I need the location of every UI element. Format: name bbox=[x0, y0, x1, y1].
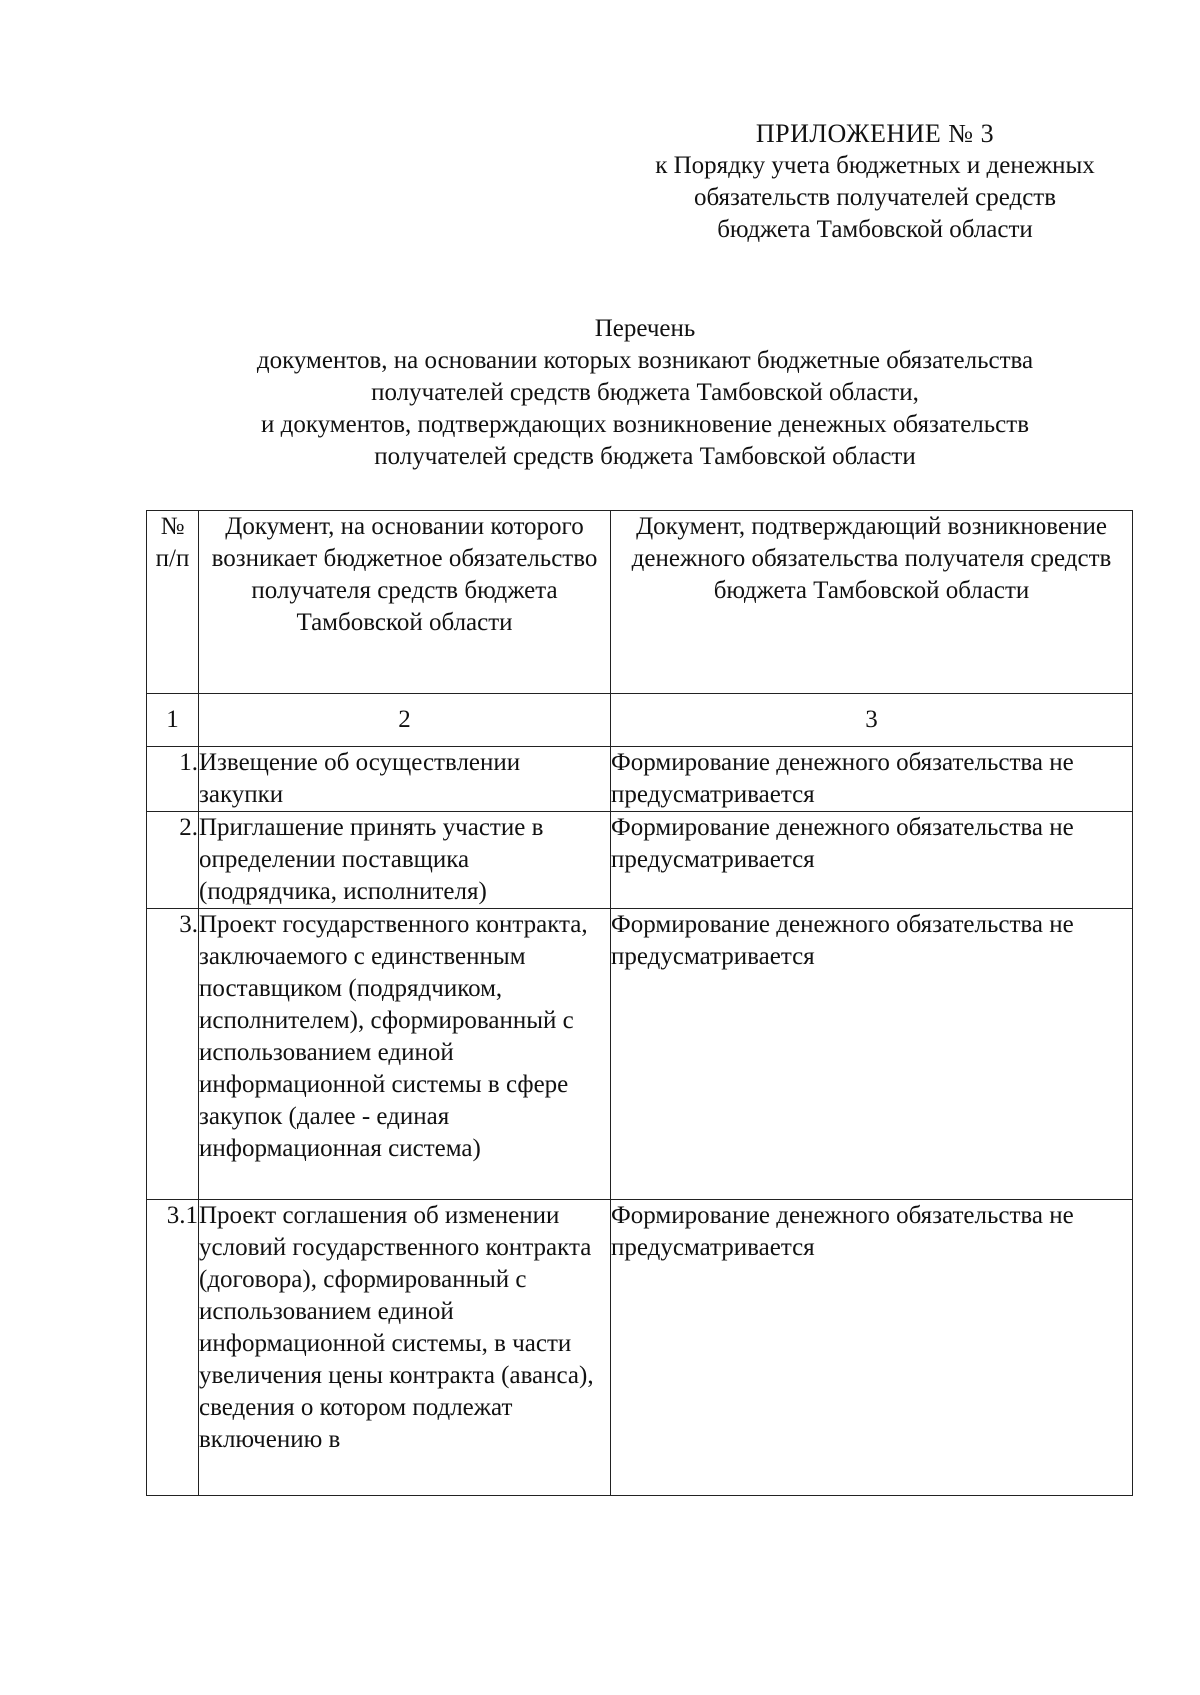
column-number: 3 bbox=[611, 694, 1133, 747]
title-line: получателей средств бюджета Тамбовской области, bbox=[371, 379, 919, 406]
table-row bbox=[147, 1200, 1133, 1496]
title-line: документов, на основании которых возникают бюджетные обязательства bbox=[256, 347, 1034, 374]
title-line: и документов, подтверждающих возникновение денежных обязательств bbox=[261, 411, 1029, 438]
header-basis-document: Документ, на основании которого возникает бюджетное обязательство получателя средств бюджета Тамбовской области bbox=[199, 511, 611, 694]
row-number: 1. bbox=[147, 747, 199, 812]
row-number: 3. bbox=[147, 909, 199, 1200]
row-basis-document: Извещение об осуществлении закупки bbox=[199, 747, 611, 812]
header-number-pp: п/п bbox=[155, 545, 190, 572]
table-row bbox=[147, 812, 1133, 909]
row-confirming-document: Формирование денежного обязательства не предусматривается bbox=[611, 812, 1133, 909]
row-confirming-document: Формирование денежного обязательства не предусматривается bbox=[611, 909, 1133, 1200]
header-number bbox=[147, 511, 199, 694]
table-header-row bbox=[147, 511, 1133, 694]
row-confirming-document: Формирование денежного обязательства не предусматривается bbox=[611, 1200, 1133, 1496]
row-basis-document: Проект государственного контракта, заключаемого с единственным поставщиком (подрядчиком, исполнителем), сформированный с использованием единой информационной системы в сфере закупок (далее - единая информационная система) bbox=[199, 909, 611, 1200]
row-number: 2. bbox=[147, 812, 199, 909]
row-number: 3.1 bbox=[147, 1200, 199, 1496]
appendix-line: к Порядку учета бюджетных и денежных bbox=[655, 152, 1095, 179]
header-number-sign: № bbox=[160, 513, 185, 540]
table-row bbox=[147, 909, 1133, 1200]
column-number: 2 bbox=[199, 694, 611, 747]
row-basis-document: Приглашение принять участие в определении поставщика (подрядчика, исполнителя) bbox=[199, 812, 611, 909]
documents-table bbox=[146, 510, 1133, 1496]
appendix-heading: ПРИЛОЖЕНИЕ № 3 bbox=[755, 119, 995, 148]
row-basis-document: Проект соглашения об изменении условий государственного контракта (договора), сформированный с использованием единой информационной системы, в части увеличения цены контракта (аванса), сведения о котором подлежат включению в bbox=[199, 1200, 611, 1496]
appendix-line: обязательств получателей средств bbox=[693, 184, 1057, 211]
title-line: получателей средств бюджета Тамбовской области bbox=[374, 443, 916, 470]
column-numbers-row bbox=[147, 694, 1133, 747]
row-confirming-document: Формирование денежного обязательства не предусматривается bbox=[611, 747, 1133, 812]
column-number: 1 bbox=[147, 694, 199, 747]
header-confirming-document: Документ, подтверждающий возникновение денежного обязательства получателя средств бюджета Тамбовской области bbox=[611, 511, 1133, 694]
title-line: Перечень bbox=[594, 315, 696, 342]
appendix-header bbox=[610, 118, 1140, 246]
table-row bbox=[147, 747, 1133, 812]
document-title bbox=[150, 313, 1140, 473]
appendix-line: бюджета Тамбовской области bbox=[717, 216, 1033, 243]
